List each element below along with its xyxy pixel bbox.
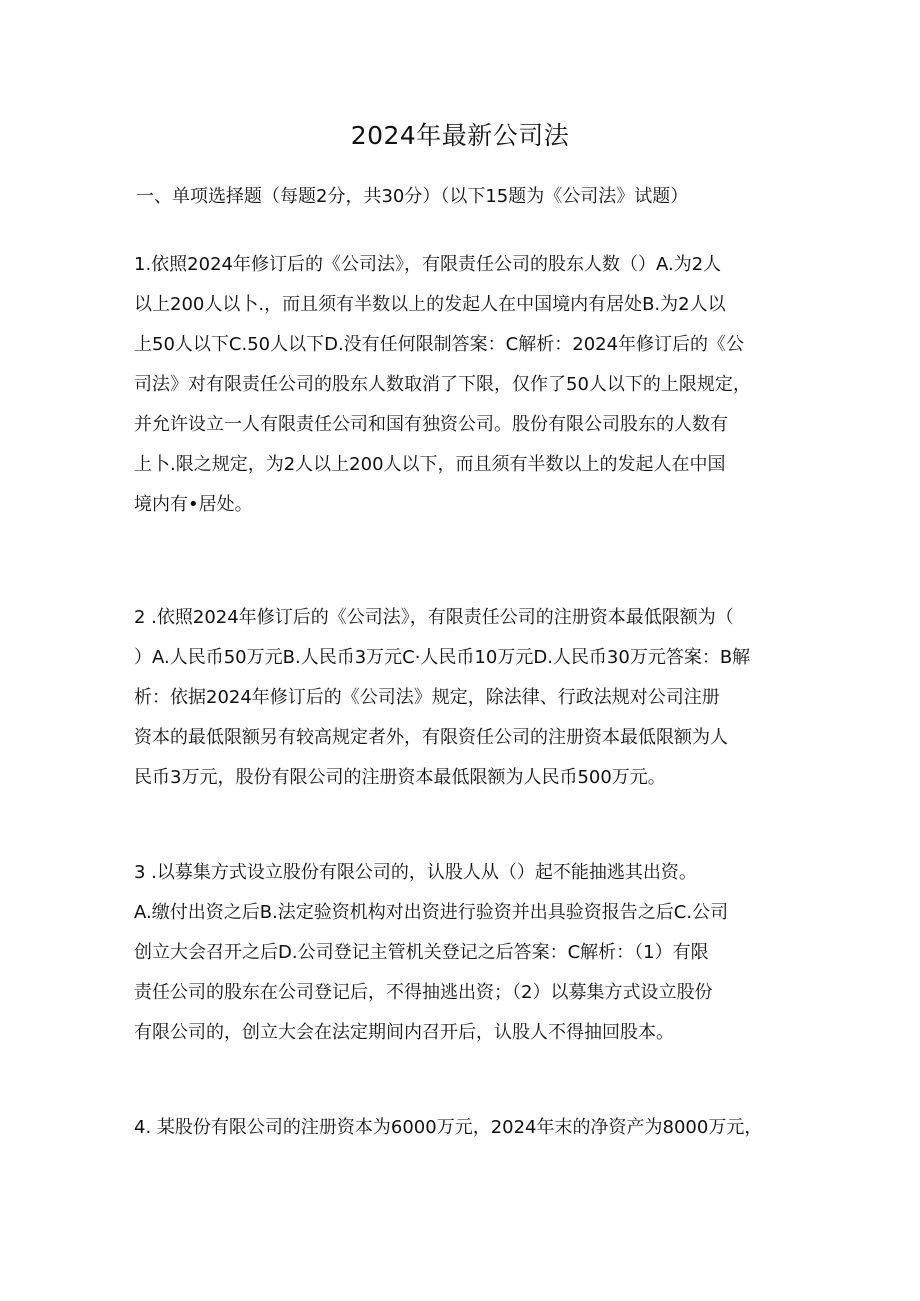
question-4: [134, 1108, 794, 1148]
question-line: A.缴付出资之后B.法定验资机构对出资进行验资并出具验资报告之后C.公司: [134, 902, 729, 923]
question-line: 并允许设立一人有限责任公司和国有独资公司。股份有限公司股东的人数有: [134, 414, 728, 435]
question-line: 2 .依照2024年修订后的《公司法》，有限责任公司的注册资本最低限额为（: [134, 607, 734, 628]
question-line: 3 .以募集方式设立股份有限公司的，认股人从（）起不能抽逃其出资。: [134, 862, 697, 883]
question-2: [134, 598, 794, 798]
question-line: ）A.人民币50万元B.人民币3万元C·人民币10万元D.人民币30万元答案：B解: [134, 647, 751, 668]
question-1: [134, 245, 794, 525]
question-line: 责任公司的股东在公司登记后，不得抽逃出资；（2）以募集方式设立股份: [134, 982, 713, 1003]
question-line: 司法》对有限责任公司的股东人数取消了下限，仅作了50人以下的上限规定，: [134, 374, 751, 395]
question-line: 1.依照2024年修订后的《公司法》，有限责任公司的股东人数（）A.为2人: [134, 254, 722, 275]
question-line: 民币3万元，股份有限公司的注册资本最低限额为人民币500万元。: [134, 767, 666, 788]
question-3: [134, 853, 794, 1053]
question-line: 创立大会召开之后D.公司登记主管机关登记之后答案：C解析：（1）有限: [134, 942, 709, 963]
question-line: 上卜.限之规定，为2人以上200人以下，而且须有半数以上的发起人在中国: [134, 454, 726, 475]
question-line: 资本的最低限额另有较高规定者外，有限资任公司的注册资本最低限额为人: [134, 727, 728, 748]
question-line: 析：依据2024年修订后的《公司法》规定，除法律、行政法规对公司注册: [134, 687, 720, 708]
question-line: 上50人以下C.50人以下D.没有任何限制答案：C解析：2024年修订后的《公: [134, 334, 745, 355]
question-line: 以上200人以卜.，而且须有半数以上的发起人在中国境内有居处B.为2人以: [134, 294, 726, 315]
section-heading: 一、单项选择题（每题2分，共30分）（以下15题为《公司法》试题）: [136, 186, 689, 207]
question-line: 有限公司的，创立大会在法定期间内召开后，认股人不得抽回股本。: [134, 1022, 674, 1043]
question-line: 境内有•居处。: [134, 494, 253, 515]
question-line: 4. 某股份有限公司的注册资本为6000万元，2024年末的净资产为8000万元，: [134, 1117, 763, 1138]
document-title: 2024年最新公司法: [350, 121, 570, 150]
